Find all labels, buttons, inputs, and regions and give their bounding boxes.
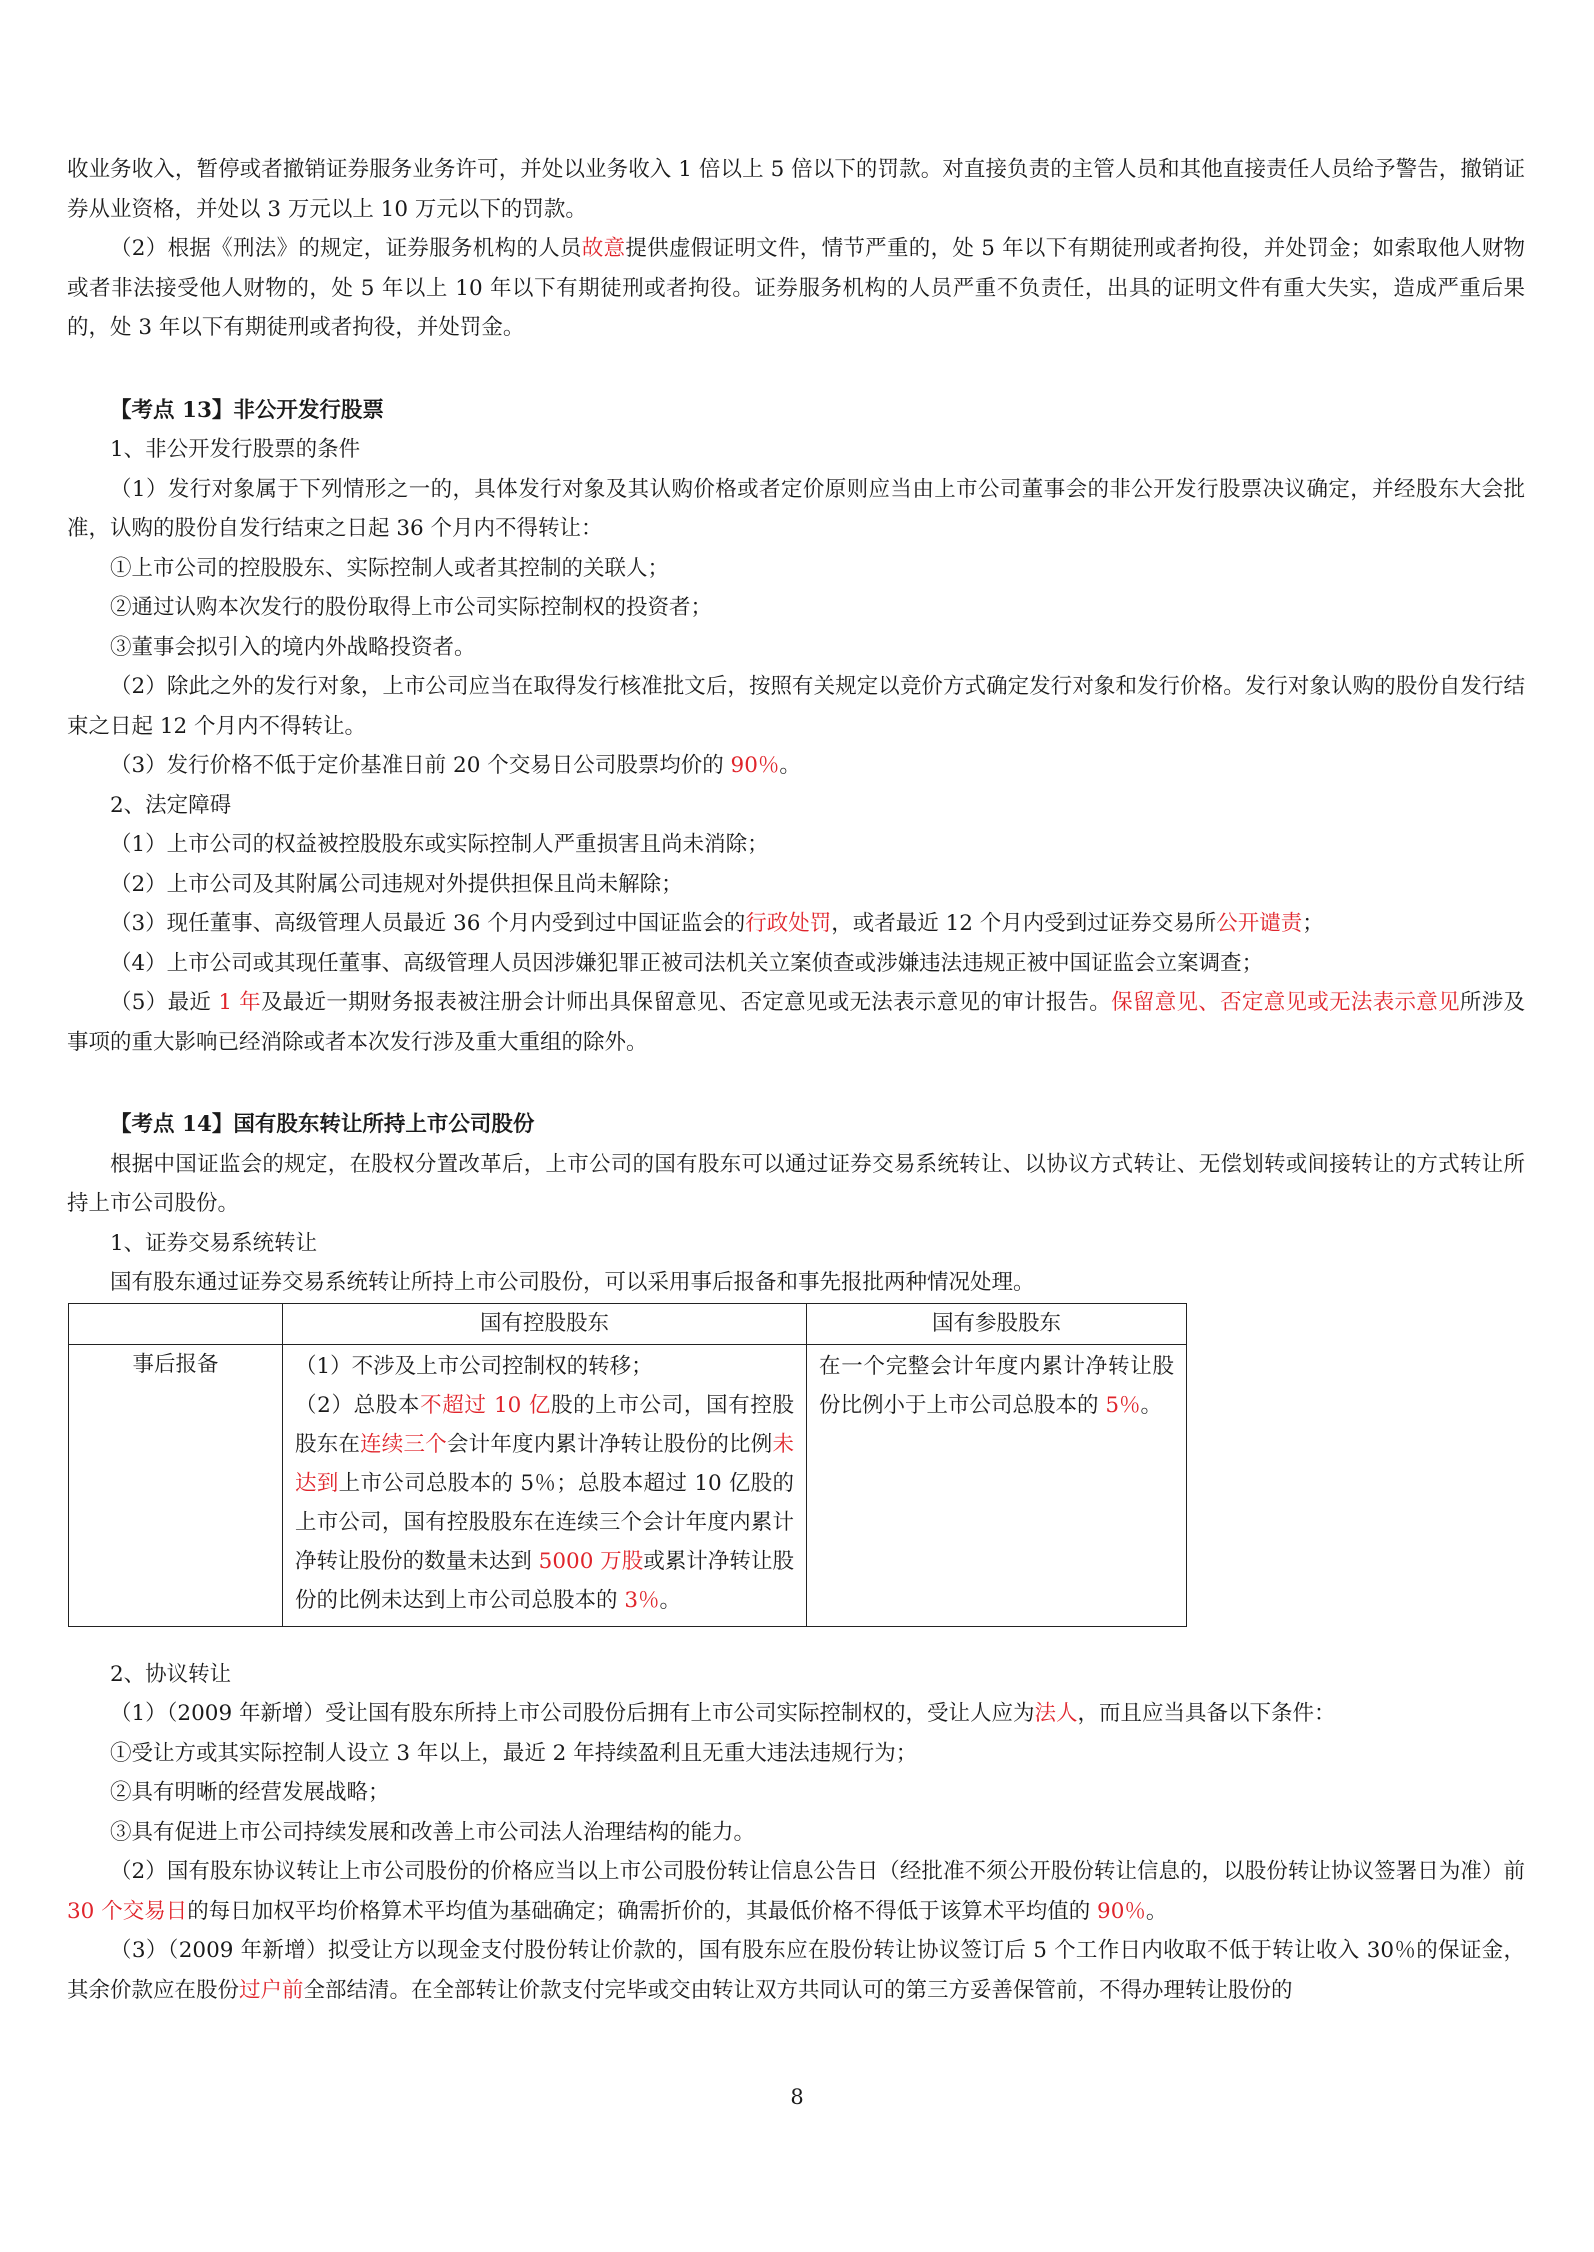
paragraph: 国有股东通过证券交易系统转让所持上市公司股份，可以采用事后报备和事先报批两种情况处理。: [110, 1270, 1035, 1295]
highlight-text: 不超过 10 亿: [420, 1392, 551, 1418]
highlight-text: 未达到: [295, 1431, 794, 1496]
table-row: [69, 1344, 1187, 1626]
paragraph: （3）（2009 年新增）拟受让方以现金支付股份转让价款的，国有股东应在股份转让协议签订后 5 个工作日内收取不低于转让收入 30％的保证金，其余价款应在股份过户前全部结清。在全部转让价款支付完毕或交由转让双方共同认可的第三方妥善保管前，不得办理转让股份的: [67, 1938, 1525, 2003]
paragraph: （2）根据《刑法》的规定，证券服务机构的人员故意提供虚假证明文件，情节严重的，处 5 年以下有期徒刑或者拘役，并处罚金；如索取他人财物或者非法接受他人财物的，处 5 年以上 10 年以下有期徒刑或者拘役。证券服务机构的人员严重不负责任，出具的证明文件有重大失实，造成严重后果的，处 3 年以下有期徒刑或者拘役，并处罚金。: [67, 236, 1525, 340]
list-item: （4）上市公司或其现任董事、高级管理人员因涉嫌犯罪正被司法机关立案侦查或涉嫌违法违规正被中国证监会立案调查；: [110, 950, 1264, 976]
highlight-text: 保留意见、否定意见或无法表示意见: [1111, 990, 1460, 1015]
list-item: ①受让方或其实际控制人设立 3 年以上，最近 2 年持续盈利且无重大违法违规行为；: [110, 1740, 918, 1766]
subheading: 1、证券交易系统转让: [110, 1230, 318, 1256]
paragraph: （3）发行价格不低于定价基准日前 20 个交易日公司股票均价的 90％。: [110, 753, 801, 778]
highlight-text: 故意: [581, 236, 626, 261]
subheading: 2、法定障碍: [110, 792, 232, 818]
paragraph: （2）国有股东协议转让上市公司股份的价格应当以上市公司股份转让信息公告日（经批准不须公开股份转让信息的，以股份转让协议签署日为准）前 30 个交易日的每日加权平均价格算术平均值为基础确定；确需折价的，其最低价格不得低于该算术平均值的 90％。: [67, 1859, 1525, 1924]
highlight-text: 90％: [1097, 1898, 1146, 1924]
table-row-label: 事后报备: [69, 1344, 283, 1626]
highlight-text: 5％: [1105, 1392, 1141, 1418]
highlight-text: 5000 万股: [538, 1548, 644, 1574]
paragraph: （2）除此之外的发行对象，上市公司应当在取得发行核准批文后，按照有关规定以竞价方式确定发行对象和发行价格。发行对象认购的股份自发行结束之日起 12 个月内不得转让。: [67, 674, 1525, 739]
highlight-text: 30 个交易日: [67, 1898, 188, 1924]
subheading: 2、协议转让: [110, 1661, 232, 1687]
section-14-title: 【考点 14】国有股东转让所持上市公司股份: [110, 1112, 535, 1137]
highlight-text: 90％: [730, 753, 780, 778]
paragraph: （1）发行对象属于下列情形之一的，具体发行对象及其认购价格或者定价原则应当由上市公司董事会的非公开发行股票决议确定，并经股东大会批准，认购的股份自发行结束之日起 36 个月内不得转让：: [67, 476, 1525, 541]
highlight-text: 3％: [624, 1587, 660, 1613]
page-number: 8: [790, 2085, 804, 2109]
cell-text: （2）总股本不超过 10 亿股的上市公司，国有控股股东在连续三个会计年度内累计净转让股份的比例未达到上市公司总股本的 5％；总股本超过 10 亿股的上市公司，国有控股股东在连续三个会计年度内累计净转让股份的数量未达到 5000 万股或累计净转让股份的比例未达到上市公司总股本的 3％。: [295, 1392, 794, 1613]
list-item: ②具有明晰的经营发展战略；: [110, 1780, 390, 1805]
subheading: 1、非公开发行股票的条件: [110, 437, 361, 462]
table-cell: [283, 1344, 807, 1626]
cell-text: （1）不涉及上市公司控制权的转移；: [295, 1353, 653, 1379]
list-item: ③具有促进上市公司持续发展和改善上市公司法人治理结构的能力。: [110, 1819, 756, 1845]
highlight-text: 法人: [1034, 1701, 1078, 1726]
paragraph: 根据中国证监会的规定，在股权分置改革后，上市公司的国有股东可以通过证券交易系统转让、以协议方式转让、无偿划转或间接转让的方式转让所持上市公司股份。: [67, 1151, 1525, 1216]
cell-text: 在一个完整会计年度内累计净转让股份比例小于上市公司总股本的 5％。: [819, 1353, 1174, 1418]
highlight-text: 过户前: [239, 1977, 304, 2003]
highlight-text: 连续三个: [360, 1431, 447, 1457]
list-item: （3）现任董事、高级管理人员最近 36 个月内受到过中国证监会的行政处罚，或者最近 12 个月内受到过证券交易所公开谴责；: [110, 911, 1324, 936]
paragraph: （1）（2009 年新增）受让国有股东所持上市公司股份后拥有上市公司实际控制权的，受让人应为法人，而且应当具备以下条件：: [110, 1701, 1336, 1726]
table-corner-cell: [69, 1303, 283, 1344]
list-item: （1）上市公司的权益被控股股东或实际控制人严重损害且尚未消除；: [110, 832, 769, 857]
highlight-text: 公开谴责: [1216, 911, 1303, 936]
list-item: ③董事会拟引入的境内外战略投资者。: [110, 634, 476, 660]
list-item: （5）最近 1 年及最近一期财务报表被注册会计师出具保留意见、否定意见或无法表示意见的审计报告。保留意见、否定意见或无法表示意见所涉及事项的重大影响已经消除或者本次发行涉及重大重组的除外。: [67, 990, 1526, 1055]
table-cell: [807, 1344, 1187, 1626]
paragraph: 收业务收入，暂停或者撤销证券服务业务许可，并处以业务收入 1 倍以上 5 倍以下的罚款。对直接负责的主管人员和其他直接责任人员给予警告，撤销证券从业资格，并处以 3 万元以上 10 万元以下的罚款。: [67, 157, 1525, 222]
table-header-cell: 国有控股股东: [283, 1303, 807, 1344]
highlight-text: 行政处罚: [745, 911, 832, 936]
highlight-text: 1 年: [218, 990, 261, 1015]
list-item: ①上市公司的控股股东、实际控制人或者其控制的关联人；: [110, 555, 670, 581]
list-item: （2）上市公司及其附属公司违规对外提供担保且尚未解除；: [110, 871, 683, 897]
table-header-row: [69, 1303, 1187, 1344]
page-content: [67, 150, 1525, 2010]
list-item: ②通过认购本次发行的股份取得上市公司实际控制权的投资者；: [110, 595, 713, 620]
table-header-cell: 国有参股股东: [807, 1303, 1187, 1344]
section-13-title: 【考点 13】非公开发行股票: [110, 397, 384, 423]
share-transfer-table: [68, 1303, 1187, 1627]
